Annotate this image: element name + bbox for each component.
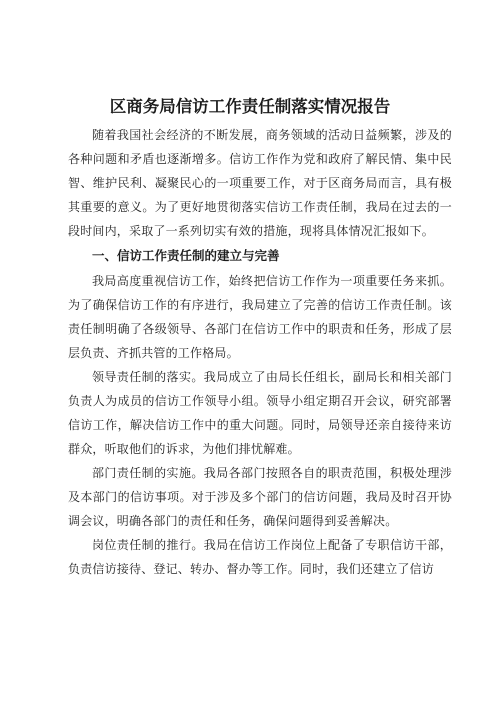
paragraph-post-responsibility: 岗位责任制的推行。我局在信访工作岗位上配备了专职信访干部，负责信访接待、登记、转办、督办等工作。同时，我们还建立了信访: [68, 538, 452, 576]
document-body: [68, 123, 452, 581]
paragraph-leadership-responsibility: 领导责任制的落实。我局成立了由局长任组长，副局长和相关部门负责人为成员的信访工作领导小组。领导小组定期召开会议，研究部署信访工作，解决信访工作中的重大问题。同时，局领导还亲自接待来访群众，听取他们的诉求，为他们排忧解难。: [68, 370, 452, 456]
section-heading: 一、信访工作责任制的建立与完善: [92, 248, 280, 263]
paragraph-department-responsibility: 部门责任制的实施。我局各部门按照各自的职责范围，积极处理涉及本部门的信访事项。对于涉及多个部门的信访问题，我局及时召开协调会议，明确各部门的责任和任务，确保问题得到妥善解决。: [68, 466, 452, 528]
document-title: 区商务局信访工作责任制落实情况报告: [109, 97, 391, 116]
paragraph-responsibility-system: 我局高度重视信访工作，始终把信访工作作为一项重要任务来抓。为了确保信访工作的有序进行，我局建立了完善的信访工作责任制。该责任制明确了各级领导、各部门在信访工作中的职责和任务，形成了层层负责、齐抓共管的工作格局。: [68, 274, 452, 360]
intro-paragraph: 随着我国社会经济的不断发展，商务领域的活动日益频繁，涉及的各种问题和矛盾也逐渐增多。信访工作作为党和政府了解民情、集中民智、维护民利、凝聚民心的一项重要工作，对于区商务局而言，具有极其重要的意义。为了更好地贯彻落实信访工作责任制，我局在过去的一段时间内，采取了一系列切实有效的措施，现将具体情况汇报如下。: [68, 128, 452, 238]
